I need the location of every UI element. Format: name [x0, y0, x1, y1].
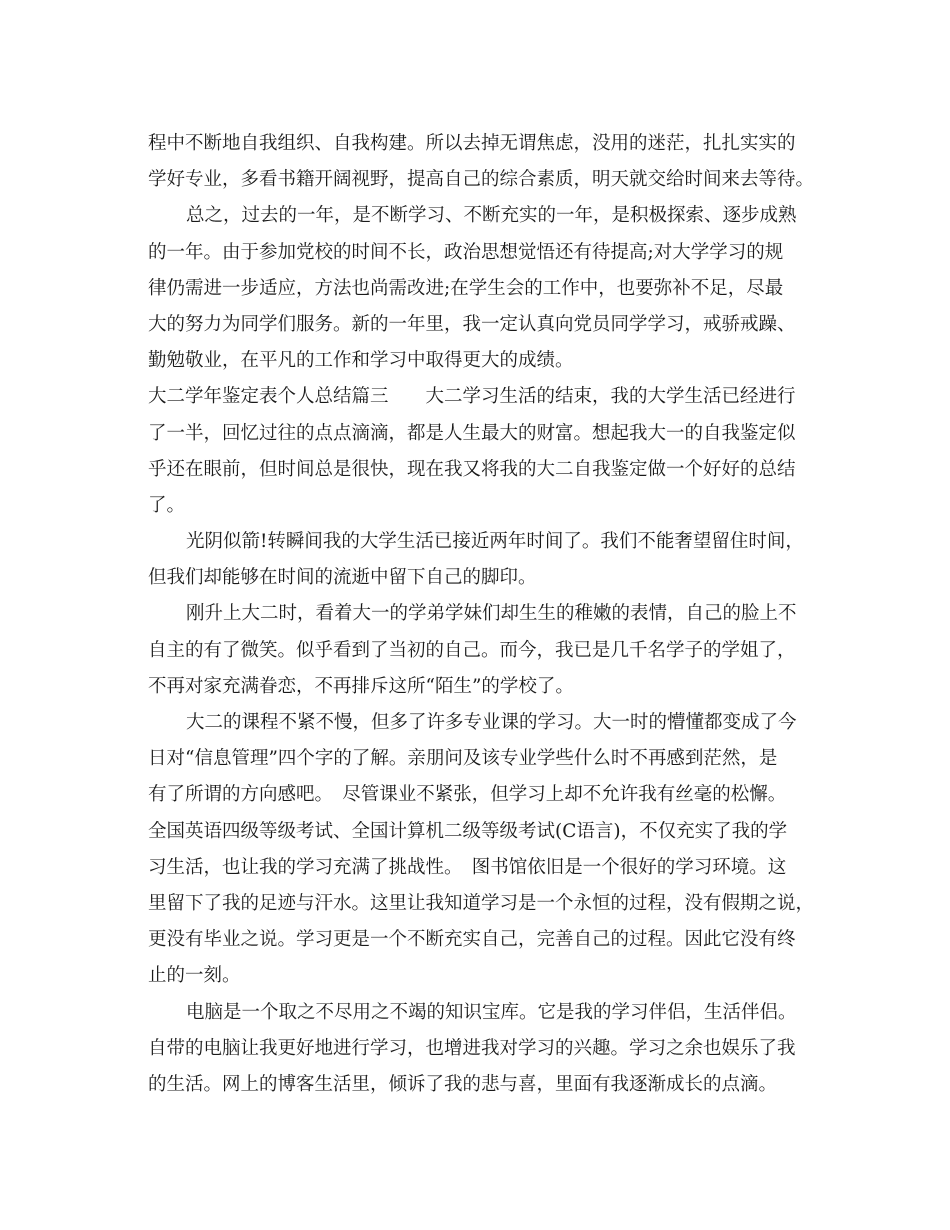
- text-line: 勤勉敬业，在平凡的工作和学习中取得更大的成绩。: [148, 350, 574, 372]
- text-line: 自主的有了微笑。似乎看到了当初的自己。而今，我已是几千名学子的学姐了，: [148, 639, 796, 661]
- text-line: 习生活，也让我的学习充满了挑战性。 图书馆依旧是一个很好的学习环境。这: [148, 856, 787, 878]
- text-line: 有了所谓的方向感吧。 尽管课业不紧张，但学习上却不允许我有丝毫的松懈。: [148, 784, 787, 806]
- text-line: 大二学年鉴定表个人总结篇三 大二学习生活的结束，我的大学生活已经进行: [148, 386, 796, 408]
- document-body: [148, 126, 814, 1103]
- text-line: 刚升上大二时，看着大一的学弟学妹们却生生的稚嫩的表情，自己的脸上不: [186, 603, 797, 625]
- text-line: 但我们却能够在时间的流逝中留下自己的脚印。: [148, 567, 537, 589]
- text-line: 乎还在眼前，但时间总是很快，现在我又将我的大二自我鉴定做一个好好的总结: [148, 458, 796, 480]
- text-line: 电脑是一个取之不尽用之不竭的知识宝库。它是我的学习伴侣，生活伴侣。: [186, 1001, 797, 1023]
- text-line: 全国英语四级等级考试、全国计算机二级等级考试(C语言)，不仅充实了我的学: [148, 820, 788, 842]
- text-line: 了。: [148, 494, 186, 516]
- text-line: 不再对家充满眷恋，不再排斥这所“陌生”的学校了。: [148, 675, 574, 697]
- text-line: 程中不断地自我组织、自我构建。所以去掉无谓焦虑，没用的迷茫，扎扎实实的: [148, 133, 796, 154]
- text-line: 学好专业，多看书籍开阔视野，提高自己的综合素质，明天就交给时间来去等待。: [148, 169, 815, 191]
- text-line: 律仍需进一步适应，方法也尚需改进;在学生会的工作中，也要弥补不足，尽最: [148, 277, 784, 299]
- text-line: 更没有毕业之说。学习更是一个不断充实自己，完善自己的过程。因此它没有终: [148, 929, 796, 951]
- text-line: 止的一刻。: [148, 965, 241, 987]
- text-line: 的一年。由于参加党校的时间不长，政治思想觉悟还有待提高;对大学学习的规: [148, 241, 784, 263]
- text-line: 总之，过去的一年，是不断学习、不断充实的一年，是积极探索、逐步成熟: [186, 205, 797, 227]
- text-line: 里留下了我的足迹与汗水。这里让我知道学习是一个永恒的过程，没有假期之说，: [148, 892, 815, 914]
- text-line: 大的努力为同学们服务。新的一年里，我一定认真向党员同学学习，戒骄戒躁、: [148, 313, 796, 335]
- text-line: 的生活。网上的博客生活里，倾诉了我的悲与喜，里面有我逐渐成长的点滴。: [148, 1073, 778, 1095]
- text-line: 自带的电脑让我更好地进行学习，也增进我对学习的兴趣。学习之余也娱乐了我: [148, 1037, 796, 1059]
- text-line: 大二的课程不紧不慢，但多了许多专业课的学习。大一时的懵懂都变成了今: [186, 712, 797, 733]
- text-line: 了一半，回忆过往的点点滴滴，都是人生最大的财富。想起我大一的自我鉴定似: [148, 422, 796, 444]
- text-line: 光阴似箭!转瞬间我的大学生活已接近两年时间了。我们不能奢望留住时间，: [186, 531, 804, 553]
- text-line: 日对“信息管理”四个字的了解。亲朋问及该专业学些什么时不再感到茫然，是: [148, 748, 778, 770]
